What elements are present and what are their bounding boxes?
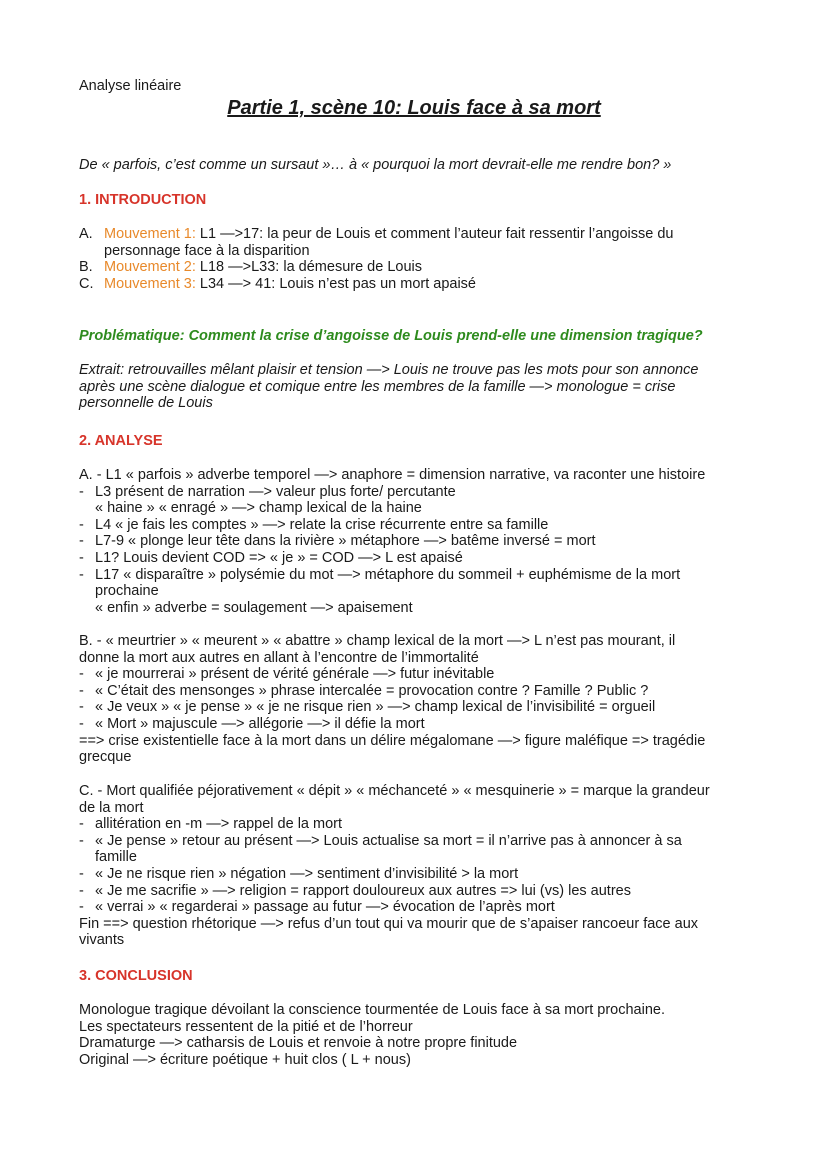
conclusion-line: Les spectateurs ressentent de la pitié et de l’horreur <box>79 1018 413 1035</box>
list-item: - « Je me sacrifie » —> religion = rapport douloureux aux autres => lui (vs) les autres <box>79 882 631 899</box>
list-item: - L3 présent de narration —> valeur plus forte/ percutante <box>79 483 456 500</box>
list-item: - L17 « disparaître » polysémie du mot —> métaphore du sommeil + euphémisme de la mort <box>79 566 681 583</box>
doc-label: Analyse linéaire <box>79 78 182 94</box>
section-lead-cont: de la mort <box>79 799 144 816</box>
list-item: - L7-9 « plonge leur tête dans la rivière » métaphore —> batême inversé = mort <box>79 533 596 550</box>
extrait <box>79 362 769 412</box>
list-item: - « verrai » « regarderai » passage au futur —> évocation de l’après mort <box>79 899 555 916</box>
conclusion-line: Original —> écriture poétique + huit clos ( L + nous) <box>79 1051 411 1068</box>
intro-text: L18 —>L33: la démesure de Louis <box>195 259 422 276</box>
section-lead-cont: donne la mort aux autres en allant à l’encontre de l’immortalité <box>79 649 479 666</box>
movement-label: Mouvement 2: <box>104 259 196 276</box>
analyse-heading: 2. ANALYSE <box>79 433 163 449</box>
list-item-cont: « enfin » adverbe = soulagement —> apaisement <box>95 599 413 616</box>
list-item-cont: prochaine <box>95 583 159 600</box>
list-item: - « Je ne risque rien » négation —> sentiment d’invisibilité > la mort <box>79 865 519 882</box>
list-item-cont: « haine » « enragé » —> champ lexical de la haine <box>95 500 422 517</box>
intro-text: L34 —> 41: Louis n’est pas un mort apaisé <box>195 275 476 292</box>
intro-text: L1 —>17: la peur de Louis et comment l’auteur fait ressentir l’angoisse du <box>195 226 674 242</box>
intro-list <box>79 226 769 292</box>
intro-item <box>79 259 769 276</box>
intro-text: personnage face à la disparition <box>104 242 310 259</box>
movement-label: Mouvement 3: <box>104 275 196 292</box>
conclusion-body <box>79 1002 769 1068</box>
section-lead: B. - « meurtrier » « meurent » « abattre » champ lexical de la mort —> L n’est pas mourant, il <box>79 633 676 649</box>
list-item: - « je mourrerai » présent de vérité générale —> futur inévitable <box>79 666 495 683</box>
list-item: - « Je pense » retour au présent —> Louis actualise sa mort = il n’arrive pas à annoncer à sa <box>79 832 682 849</box>
intro-letter: B. <box>79 259 93 276</box>
extrait-line: après une scène dialogue et comique entre les membres de la famille —> monologue = crise <box>79 378 676 395</box>
section-conclusion: Fin ==> question rhétorique —> refus d’un tout qui va mourir que de s’apaiser rancoeur face aux <box>79 915 699 932</box>
list-item: - allitération en -m —> rappel de la mort <box>79 816 343 833</box>
conclusion-line: Dramaturge —> catharsis de Louis et renvoie à notre propre finitude <box>79 1035 518 1052</box>
section-lead: C. - Mort qualifiée péjorativement « dépit » « méchanceté » « mesquinerie » = marque la grandeur <box>79 783 710 799</box>
extrait-line: Extrait: retrouvailles mêlant plaisir et tension —> Louis ne trouve pas les mots pour son annonce <box>79 362 699 378</box>
subtitle: De « parfois, c’est comme un sursaut »… à « pourquoi la mort devrait-elle me rendre bon? » <box>79 157 672 173</box>
extrait-line: personnelle de Louis <box>79 395 213 412</box>
analyse-section-c <box>79 783 769 949</box>
movement-label: Mouvement 1: <box>104 226 196 242</box>
list-item: - « Je veux » « je pense » « je ne risque rien » —> champ lexical de l’invisibilité = orgueil <box>79 699 656 716</box>
intro-letter: C. <box>79 275 94 292</box>
list-item: - L4 « je fais les comptes » —> relate la crise récurrente entre sa famille <box>79 516 549 533</box>
analyse-section-a <box>79 467 769 616</box>
section-lead: A. - L1 « parfois » adverbe temporel —> anaphore = dimension narrative, va raconter une histoire <box>79 467 706 483</box>
section-conclusion-cont: vivants <box>79 932 125 949</box>
conclusion-line: Monologue tragique dévoilant la conscience tourmentée de Louis face à sa mort prochaine. <box>79 1002 666 1018</box>
analyse-section-b <box>79 633 769 766</box>
intro-item <box>79 276 769 293</box>
list-item: - « Mort » majuscule —> allégorie —> il défie la mort <box>79 715 425 732</box>
section-conclusion-cont: grecque <box>79 749 132 766</box>
list-item-cont: famille <box>95 849 137 866</box>
intro-letter: A. <box>79 226 93 242</box>
list-item: - L1? Louis devient COD => « je » = COD —> L est apaisé <box>79 549 463 566</box>
page-title: Partie 1, scène 10: Louis face à sa mort <box>227 97 601 119</box>
conclusion-heading: 3. CONCLUSION <box>79 968 193 984</box>
problematique: Problématique: Comment la crise d’angoisse de Louis prend-elle une dimension tragique? <box>79 328 703 344</box>
intro-heading: 1. INTRODUCTION <box>79 192 207 208</box>
list-item: - « C’était des mensonges » phrase intercalée = provocation contre ? Famille ? Public ? <box>79 682 649 699</box>
intro-item <box>79 226 769 259</box>
section-conclusion: ==> crise existentielle face à la mort dans un délire mégalomane —> figure maléfique => tragédie <box>79 732 706 749</box>
